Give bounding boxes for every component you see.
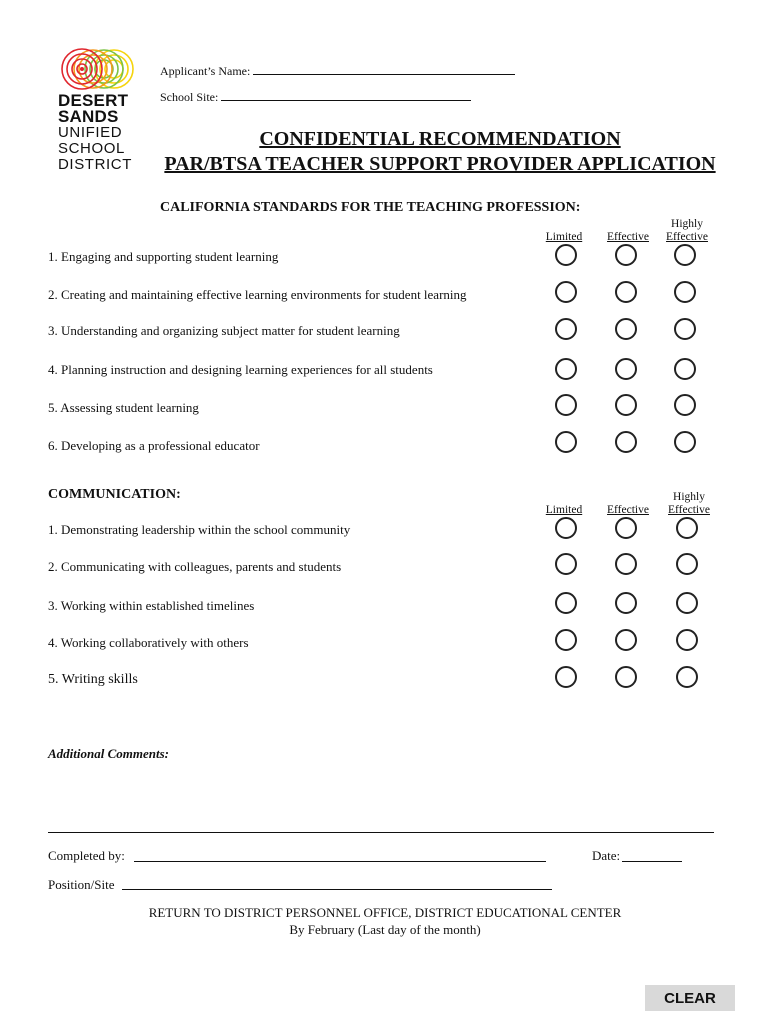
communication-3-limited-radio[interactable] [555, 592, 577, 614]
standards-item-6: 6. Developing as a professional educator [48, 438, 260, 453]
communication-3-highly-effective-radio[interactable] [676, 592, 698, 614]
communication-5-limited-radio[interactable] [555, 666, 577, 688]
title-line-1: CONFIDENTIAL RECOMMENDATION [259, 128, 621, 150]
communication-item-5: 5. Writing skills [48, 672, 138, 687]
communication-col-highly-effective: Effective [668, 504, 710, 516]
communication-1-highly-effective-radio[interactable] [676, 517, 698, 539]
communication-item-4: 4. Working collaboratively with others [48, 635, 249, 650]
communication-1-effective-radio[interactable] [615, 517, 637, 539]
standards-item-1: 1. Engaging and supporting student learning [48, 249, 279, 264]
communication-item-1: 1. Demonstrating leadership within the school community [48, 522, 351, 537]
standards-4-effective-radio[interactable] [615, 358, 637, 380]
communication-col-highly: Highly [673, 491, 705, 503]
standards-4-limited-radio[interactable] [555, 358, 577, 380]
communication-4-effective-radio[interactable] [615, 629, 637, 651]
logo-line-school: SCHOOL [58, 140, 125, 157]
title-line-2: PAR/BTSA TEACHER SUPPORT PROVIDER APPLICATION [164, 153, 716, 175]
standards-1-limited-radio[interactable] [555, 244, 577, 266]
communication-1-limited-radio[interactable] [555, 517, 577, 539]
completed-by-label: Completed by: [48, 848, 125, 863]
date-label: Date: [592, 848, 621, 863]
form-title [160, 127, 720, 177]
position-site-label: Position/Site [48, 877, 115, 892]
standards-item-3: 3. Understanding and organizing subject matter for student learning [48, 323, 400, 338]
standards-col-highly-effective: Effective [666, 231, 708, 243]
position-site-field[interactable] [122, 889, 552, 890]
logo-line-desert: DESERT [58, 91, 129, 110]
communication-5-highly-effective-radio[interactable] [676, 666, 698, 688]
completed-by-field[interactable] [134, 861, 546, 862]
comments-line [48, 832, 714, 833]
communication-4-limited-radio[interactable] [555, 629, 577, 651]
communication-2-highly-effective-radio[interactable] [676, 553, 698, 575]
standards-3-effective-radio[interactable] [615, 318, 637, 340]
applicant-name-row [160, 64, 515, 79]
return-instructions-line-2: By February (Last day of the month) [289, 922, 481, 937]
standards-2-effective-radio[interactable] [615, 281, 637, 303]
standards-item-5: 5. Assessing student learning [48, 400, 199, 415]
communication-heading: COMMUNICATION: [48, 487, 181, 502]
standards-item-2: 2. Creating and maintaining effective learning environments for student learning [48, 287, 467, 302]
applicant-name-label: Applicant’s Name: [160, 64, 251, 78]
standards-4-highly-effective-radio[interactable] [674, 358, 696, 380]
standards-1-highly-effective-radio[interactable] [674, 244, 696, 266]
standards-5-highly-effective-radio[interactable] [674, 394, 696, 416]
standards-item-4: 4. Planning instruction and designing learning experiences for all students [48, 362, 433, 377]
standards-1-effective-radio[interactable] [615, 244, 637, 266]
standards-col-effective: Effective [607, 231, 649, 243]
clear-button[interactable]: CLEAR [645, 985, 735, 1011]
communication-4-highly-effective-radio[interactable] [676, 629, 698, 651]
communication-item-3: 3. Working within established timelines [48, 598, 255, 613]
communication-3-effective-radio[interactable] [615, 592, 637, 614]
standards-2-limited-radio[interactable] [555, 281, 577, 303]
standards-col-highly: Highly [671, 218, 703, 230]
communication-item-2: 2. Communicating with colleagues, parents and students [48, 559, 342, 574]
standards-6-limited-radio[interactable] [555, 431, 577, 453]
communication-2-effective-radio[interactable] [615, 553, 637, 575]
standards-5-limited-radio[interactable] [555, 394, 577, 416]
date-field[interactable] [622, 861, 682, 862]
communication-2-limited-radio[interactable] [555, 553, 577, 575]
logo-line-district: DISTRICT [58, 156, 132, 173]
logo-line-sands: SANDS [58, 107, 119, 126]
standards-col-limited: Limited [545, 231, 583, 243]
standards-3-limited-radio[interactable] [555, 318, 577, 340]
standards-5-effective-radio[interactable] [615, 394, 637, 416]
school-site-row [160, 90, 471, 105]
applicant-name-field[interactable] [253, 64, 515, 75]
district-logo [55, 45, 135, 175]
school-site-label: School Site: [160, 90, 219, 104]
standards-2-highly-effective-radio[interactable] [674, 281, 696, 303]
standards-3-highly-effective-radio[interactable] [674, 318, 696, 340]
school-site-field[interactable] [221, 90, 471, 101]
additional-comments-field[interactable] [48, 770, 714, 830]
standards-heading: CALIFORNIA STANDARDS FOR THE TEACHING PROFESSION: [160, 200, 581, 215]
standards-6-highly-effective-radio[interactable] [674, 431, 696, 453]
communication-col-limited: Limited [545, 504, 583, 516]
additional-comments-label: Additional Comments: [48, 746, 169, 761]
communication-col-effective: Effective [607, 504, 649, 516]
logo-rings-icon [60, 47, 136, 91]
return-instructions-line-1: RETURN TO DISTRICT PERSONNEL OFFICE, DISTRICT EDUCATIONAL CENTER [148, 905, 622, 920]
standards-6-effective-radio[interactable] [615, 431, 637, 453]
logo-line-unified: UNIFIED [58, 124, 123, 141]
communication-5-effective-radio[interactable] [615, 666, 637, 688]
